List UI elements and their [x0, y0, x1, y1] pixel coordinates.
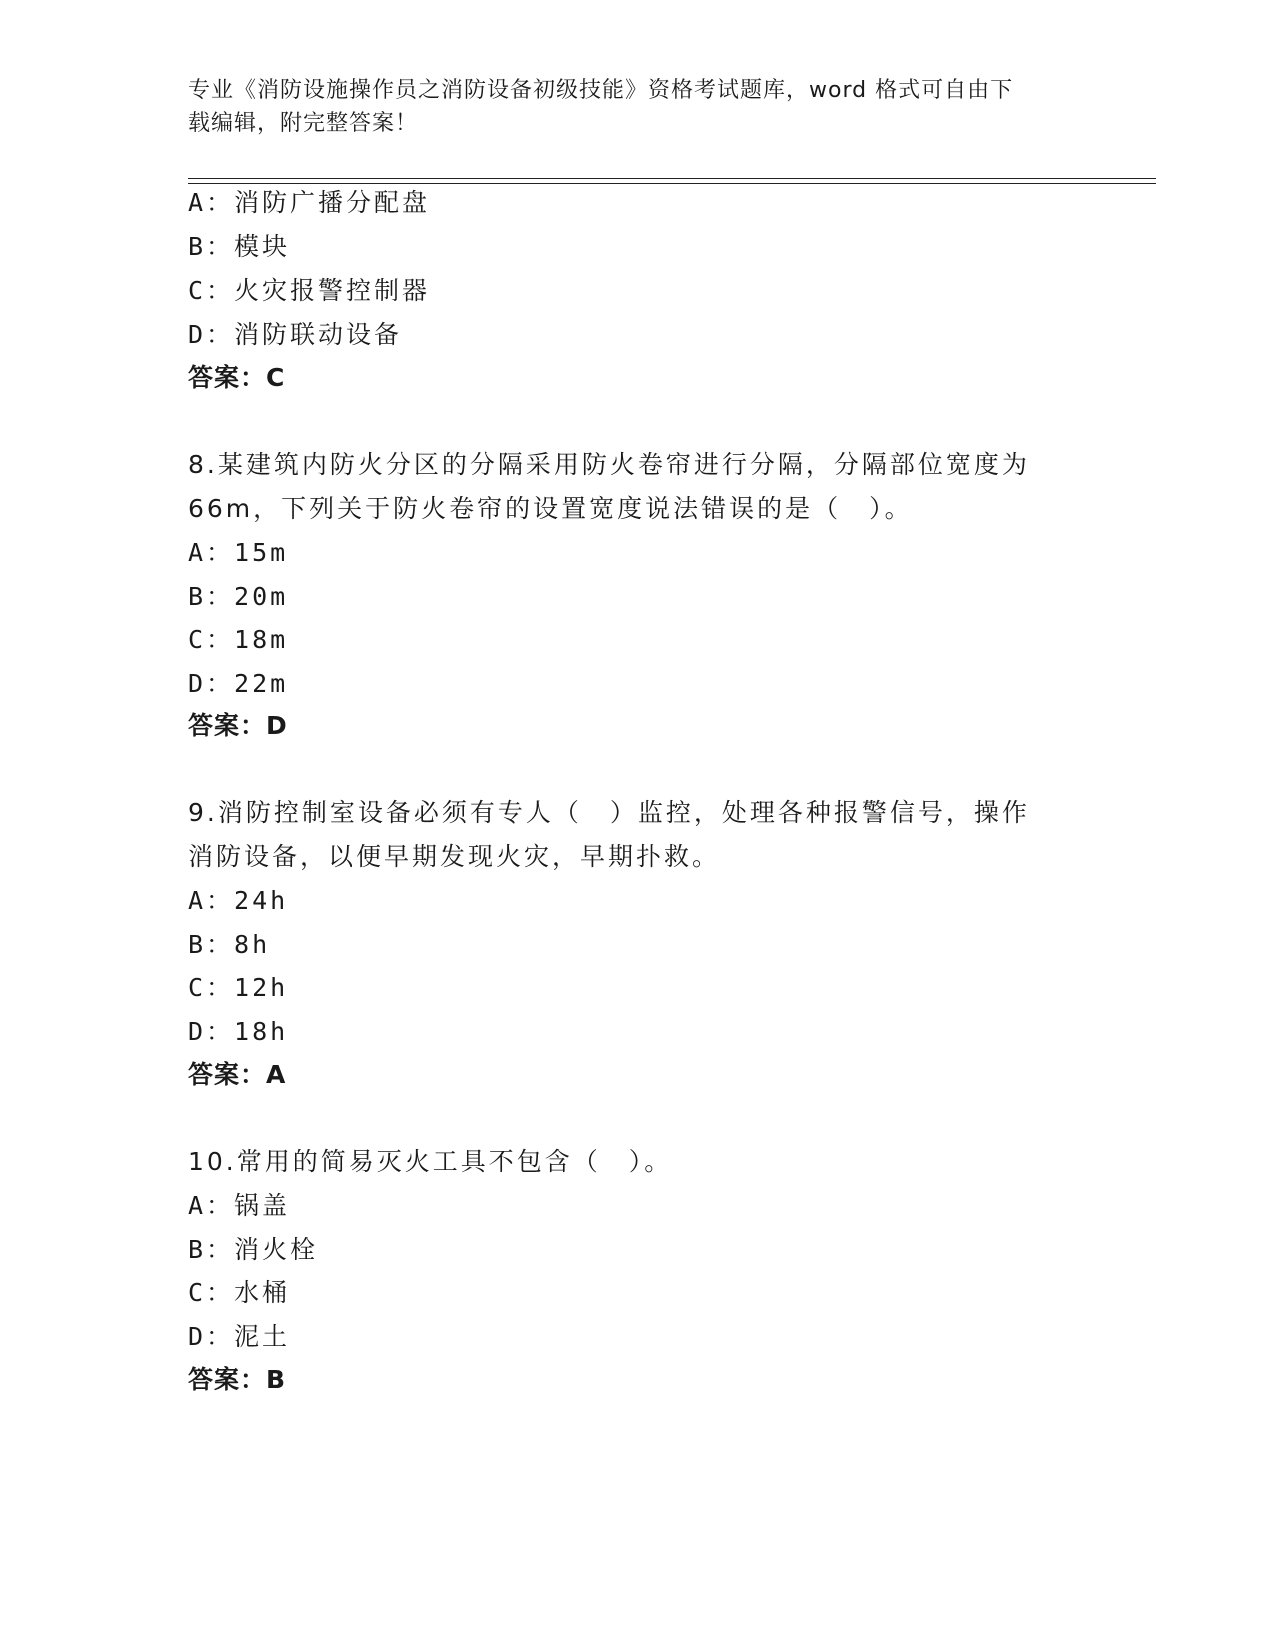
- q10-option-c: C：水桶: [188, 1278, 291, 1307]
- q8-option-b: B：20m: [188, 582, 289, 611]
- q10-option-a: A：锅盖: [188, 1191, 291, 1220]
- q10-option-b: B：消火栓: [188, 1235, 319, 1264]
- header-divider-top: [188, 178, 1156, 179]
- q10-option-d: D：泥土: [188, 1322, 291, 1351]
- q8-option-c: C：18m: [188, 625, 289, 654]
- q9-option-a: A：24h: [188, 886, 289, 915]
- q7-option-b: B：模块: [188, 232, 291, 261]
- q8-stem-line-1: 8.某建筑内防火分区的分隔采用防火卷帘进行分隔，分隔部位宽度为: [188, 450, 1030, 479]
- q9-stem-line-1: 9.消防控制室设备必须有专人（ ）监控，处理各种报警信号，操作: [188, 798, 1030, 827]
- document-header: [188, 74, 1088, 140]
- q7-answer: 答案：C: [188, 363, 286, 392]
- q10-answer: 答案：B: [188, 1365, 287, 1394]
- header-line-1: 专业《消防设施操作员之消防设备初级技能》资格考试题库，word 格式可自由下: [188, 78, 1014, 103]
- q7-option-a: A：消防广播分配盘: [188, 188, 431, 217]
- q9-option-d: D：18h: [188, 1017, 289, 1046]
- q7-option-c: C：火灾报警控制器: [188, 276, 431, 305]
- q9-answer: 答案：A: [188, 1060, 287, 1089]
- header-divider-bottom: [188, 183, 1156, 184]
- q8-answer: 答案：D: [188, 711, 288, 740]
- header-line-2: 载编辑，附完整答案！: [188, 111, 419, 136]
- q8-option-d: D：22m: [188, 669, 289, 698]
- q9-stem-line-2: 消防设备，以便早期发现火灾，早期扑救。: [188, 842, 721, 871]
- q9-option-b: B：8h: [188, 930, 271, 959]
- q8-stem-line-2: 66m，下列关于防火卷帘的设置宽度说法错误的是（ ）。: [188, 494, 913, 523]
- q7-option-d: D：消防联动设备: [188, 320, 403, 349]
- q8-option-a: A：15m: [188, 538, 289, 567]
- q9-option-c: C：12h: [188, 973, 289, 1002]
- q10-stem-line-1: 10.常用的简易灭火工具不包含（ ）。: [188, 1147, 673, 1176]
